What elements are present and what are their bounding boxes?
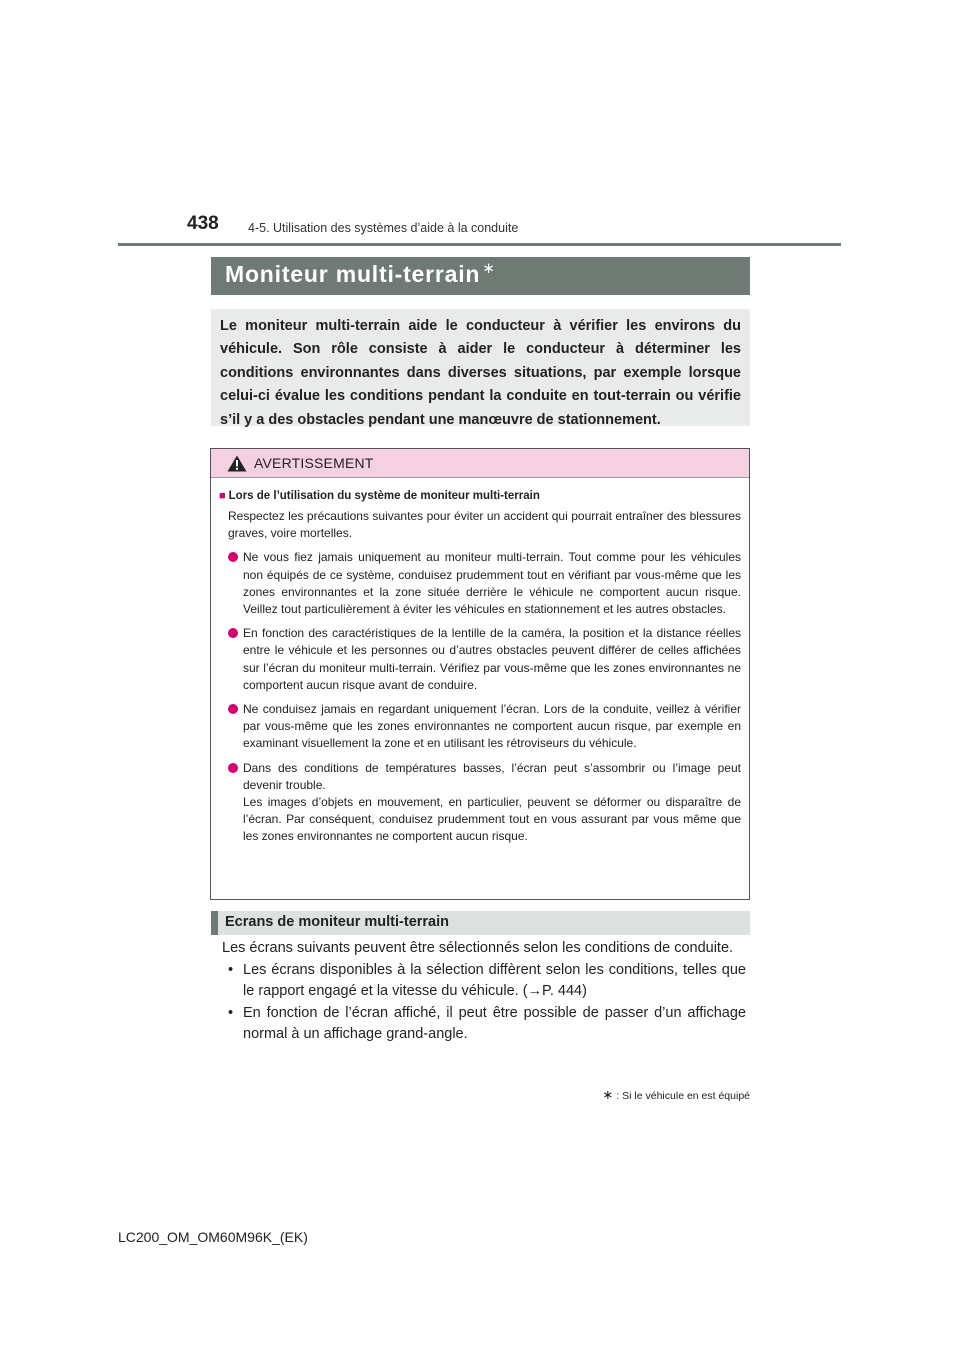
warning-title: AVERTISSEMENT [254,455,374,471]
warning-bullet [219,549,741,618]
warning-bullet-text: Ne conduisez jamais en regardant uniquement l’écran. Lors de la conduite, veillez à vérifier par vous-même que les zones environnantes ne comportent aucun risque, par exemple en examinant visuellement la zone et en utilisant les rétroviseurs du véhicule. [243,702,741,751]
warning-bullet-text: Dans des conditions de températures basses, l’écran peut s’assombrir ou l’image peut devenir trouble. [243,760,741,792]
warning-bullet-text-continued: Les images d’objets en mouvement, en particulier, peuvent se déformer ou disparaître de l’écran. Par conséquent, conduisez prudemment tout en vous assurant par vous même que les zones environnantes ne comportent aucun risque. [243,795,741,844]
intro-text: Le moniteur multi-terrain aide le conducteur à vérifier les environs du véhicule. Son rôle consiste à aider le conducteur à déterminer les conditions environnantes dans diverses situations, par exemple lorsque celui-ci évalue les conditions pendant la conduite en tout-terrain ou vérifie s’il y a des obstacles pendant une manœuvre de stationnement. [220,318,741,428]
footnote-text: : Si le véhicule en est équipé [616,1090,750,1102]
warning-body [211,478,749,846]
subsection-bar [211,911,750,935]
list-item [222,960,746,1003]
page-reference-link[interactable]: P. 444) [542,983,587,1000]
header-rule [118,243,841,246]
warning-bullet [219,760,741,846]
warning-triangle-icon [227,455,247,472]
warning-bullet-text: Ne vous fiez jamais uniquement au moniteur multi-terrain. Tout comme pour les véhicules non équipés de ce système, conduisez prudemment tout en vérifiant par vous-même que les zones environnantes et la zone située derrière le véhicule ne comportent aucun risque. Veillez tout particulièrement à éviter les véhicules en stationnement et les autres obstacles. [243,550,741,617]
warning-box [210,448,750,900]
bullet-dot-icon [228,704,238,714]
intro-box [211,309,750,426]
warning-bullet [219,701,741,753]
title-asterisk: ∗ [482,260,496,277]
footnote [600,1087,750,1103]
list-item-text: En fonction de l’écran affiché, il peut être possible de passer d’un affichage normal à un affichage grand-angle. [243,1004,746,1043]
warning-bullet-text: En fonction des caractéristiques de la lentille de la caméra, la position et la distance réelles entre le véhicule et les personnes ou d’autres obstacles peuvent différer de celles affichées sur l’écran du moniteur multi-terrain. Vérifiez par vous-même que les zones environnantes ne comportent aucun risque avant de conduire. [243,626,741,692]
page-number: 438 [187,213,219,234]
warning-intro: Respectez les précautions suivantes pour éviter un accident qui pourrait entraîner des blessures graves, voire mortelles. [228,509,741,541]
bullet-dot-icon: • [228,961,234,978]
warning-subhead [219,488,741,505]
footnote-asterisk: ∗ [602,1087,614,1102]
subsection-title: Ecrans de moniteur multi-terrain [225,914,449,930]
subsection-marker [211,911,218,935]
bullet-dot-icon [228,763,238,773]
document-code: LC200_OM_OM60M96K_(EK) [118,1229,308,1245]
page-title [225,261,496,288]
square-bullet-icon: ■ [219,490,226,502]
title-bar [211,257,750,295]
warning-header [211,449,749,478]
page-title-text: Moniteur multi-terrain [225,261,481,287]
arrow-right-icon: → [527,983,543,1000]
warning-subhead-text: Lors de l’utilisation du système de moniteur multi-terrain [228,490,540,502]
section-header: 4-5. Utilisation des systèmes d’aide à la conduite [248,221,519,235]
warning-bullet [219,625,741,694]
bullet-dot-icon: • [228,1004,234,1021]
bullet-dot-icon [228,628,238,638]
bullet-dot-icon [228,552,238,562]
body-text [222,938,746,1046]
list-item-text: Les écrans disponibles à la sélection diffèrent selon les conditions, telles que le rapport engagé et la vitesse du véhicule. ( [243,961,746,1000]
body-paragraph: Les écrans suivants peuvent être sélectionnés selon les conditions de conduite. [222,940,734,956]
list-item [222,1003,746,1046]
